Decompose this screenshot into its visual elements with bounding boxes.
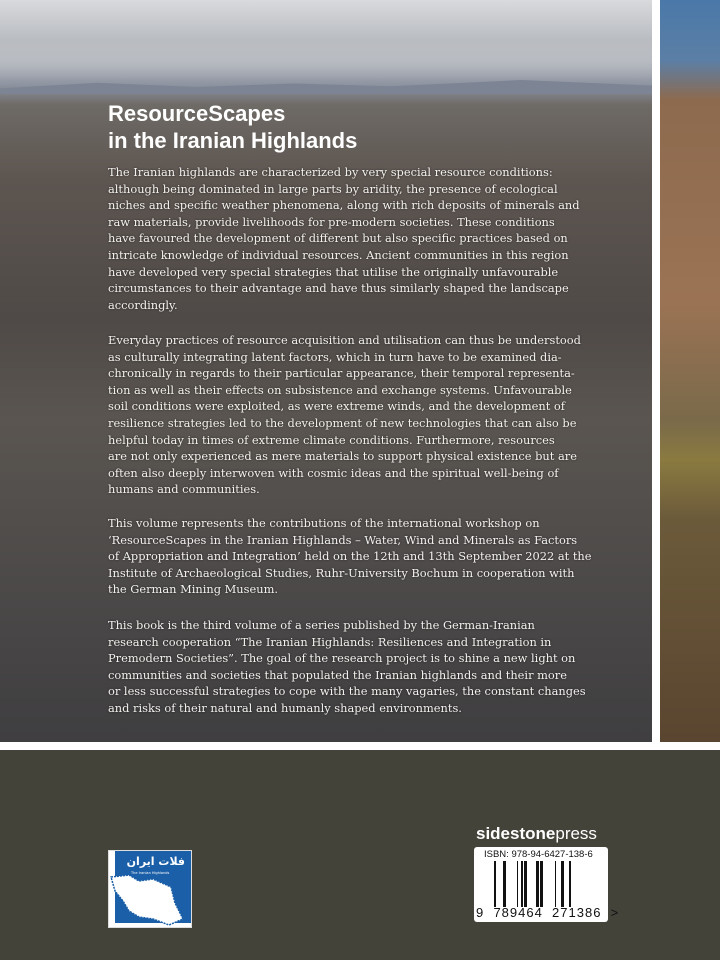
text-line: although being dominated in large parts by aridity, the presence of ecological — [108, 181, 558, 196]
isbn-barcode — [474, 847, 620, 922]
logo-persian-text: فلات ایران — [126, 855, 185, 868]
text-line: circumstances to their advantage and have thus similarly shaped the landscape — [108, 281, 569, 296]
text-line: Institute of Archaeological Studies, Ruhr-University Bochum in cooperation with — [108, 565, 575, 580]
paragraph-2 — [108, 332, 658, 498]
spine-photo-strip — [660, 0, 720, 742]
text-line: research cooperation “The Iranian Highlands: Resiliences and Integration in — [108, 634, 552, 649]
publisher-name-light: press — [555, 824, 597, 843]
text-line: have favoured the development of different but also specific practices based on — [108, 231, 568, 246]
text-line: soil conditions were exploited, as were extreme winds, and the development of — [108, 399, 565, 414]
barcode-bars — [486, 861, 596, 907]
title-line-1: ResourceScapes — [108, 101, 286, 126]
text-line: The Iranian highlands are characterized by very special resource conditions: — [108, 165, 553, 179]
paragraph-4 — [108, 617, 658, 717]
text-line: as culturally integrating latent factors, which in turn have to be examined dia- — [108, 349, 562, 364]
text-line: and risks of their natural and humanly shaped environments. — [108, 700, 462, 715]
text-line: communities and societies that populated the Iranian highlands and their more — [108, 667, 567, 682]
title-line-2: in the Iranian Highlands — [108, 128, 358, 153]
text-line: intricate knowledge of individual resources. Ancient communities in this region — [108, 247, 569, 262]
text-line: helpful today in times of extreme climate conditions. Furthermore, resources — [108, 432, 555, 447]
text-line: or less successful strategies to cope with the many vagaries, the constant changes — [108, 684, 586, 699]
text-line: often also deeply interwoven with cosmic ideas and the spiritual well-being of — [108, 465, 559, 480]
text-line: This volume represents the contributions of the international workshop on — [108, 516, 540, 530]
text-line: of Appropriation and Integration’ held on the 12th and 13th September 2022 at the — [108, 549, 592, 564]
text-line: are not only experienced as mere materials to support physical existence but are — [108, 449, 577, 464]
ean-digits: 9 789464 271386 > — [476, 905, 620, 920]
text-line: Everyday practices of resource acquisition and utilisation can thus be understood — [108, 333, 581, 347]
text-line: Premodern Societies”. The goal of the research project is to shine a new light on — [108, 651, 576, 666]
isbn-text: ISBN: 978-94-6427-138-6 — [484, 849, 593, 860]
text-line: tion as well as their effects on subsistence and exchange systems. Unfavourable — [108, 382, 572, 397]
paragraph-3 — [108, 515, 658, 598]
iran-map-icon — [109, 873, 193, 929]
text-line: resilience strategies led to the development of new technologies that can also be — [108, 415, 577, 430]
publisher-name-bold: sidestone — [476, 824, 556, 843]
text-line: humans and communities. — [108, 482, 260, 497]
text-line: the German Mining Museum. — [108, 582, 278, 597]
text-line: raw materials, provide livelihoods for pre-modern societies. These conditions — [108, 214, 555, 229]
text-line: ‘ResourceScapes in the Iranian Highlands – Water, Wind and Minerals as Factors — [108, 532, 578, 547]
text-line: accordingly. — [108, 297, 178, 312]
iranian-highlands-logo — [108, 850, 192, 928]
text-line: have developed very special strategies that utilise the originally unfavourable — [108, 264, 559, 279]
logo-english-text: The Iranian Highlands — [131, 871, 170, 875]
text-line: chronically in regards to their particular appearance, their temporal representa- — [108, 366, 575, 381]
publisher-logo — [476, 824, 597, 844]
book-title — [108, 100, 357, 154]
text-line: This book is the third volume of a series published by the German-Iranian — [108, 618, 535, 632]
paragraph-1 — [108, 164, 658, 313]
text-line: niches and specific weather phenomena, along with rich deposits of minerals and — [108, 198, 580, 213]
